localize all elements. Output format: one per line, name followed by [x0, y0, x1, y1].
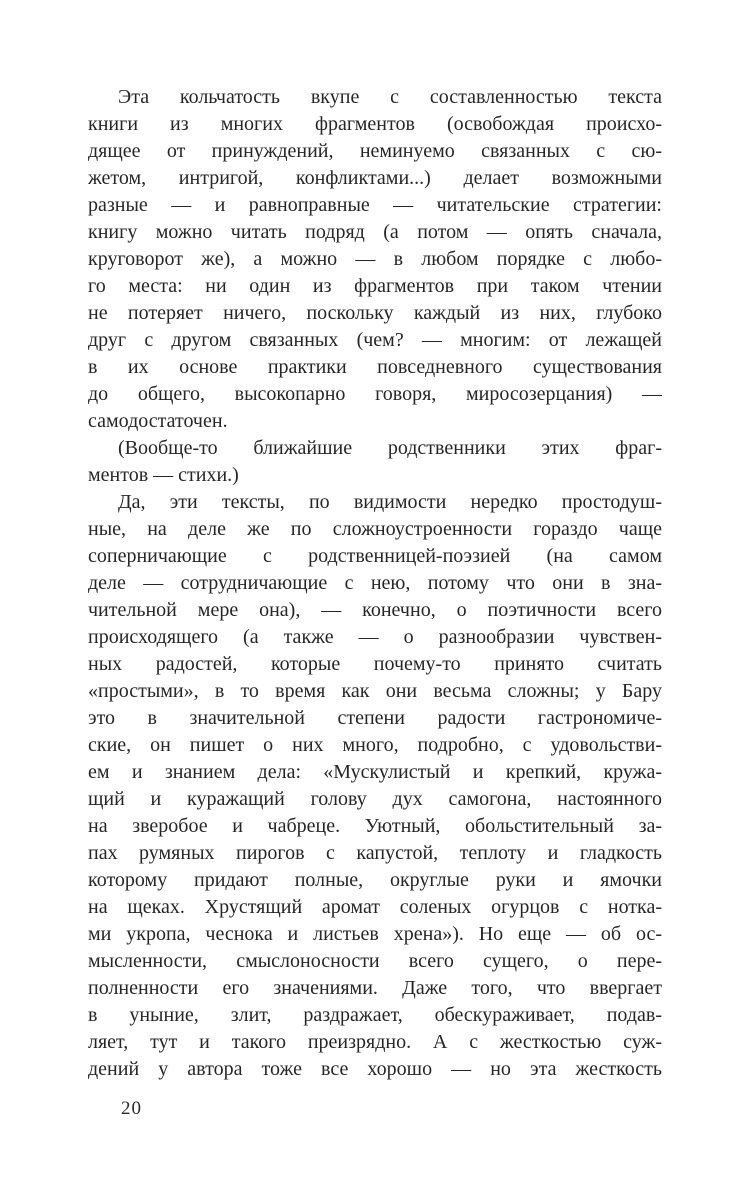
- text-line: ные, на деле же по сложноустроенности гораздо чаще: [88, 518, 662, 540]
- text-line: деле — сотрудничающие с нею, потому что они в зна-: [88, 572, 662, 594]
- paragraph: [88, 489, 662, 1083]
- text-line: ми укропа, чеснока и листьев хрена»). Но еще — об ос-: [88, 923, 662, 945]
- text-line: дящее от принуждений, неминуемо связанных с сю-: [88, 140, 662, 162]
- text-line: щий и куражащий голову дух самогона, настоянного: [88, 788, 662, 810]
- text-line: ных радостей, которые почему-то принято считать: [88, 653, 662, 675]
- text-line: круговорот же), а можно — в любом порядке с любо-: [88, 248, 662, 270]
- text-line: полненности его значениями. Даже того, что ввергает: [88, 977, 662, 999]
- text-line: на зверобое и чабреце. Уютный, обольстительный за-: [88, 815, 662, 837]
- text-line: до общего, высокопарно говоря, миросозерцания) —: [88, 383, 662, 405]
- text-line: Эта кольчатость вкупе с составленностью текста: [118, 86, 662, 108]
- text-line: Да, эти тексты, по видимости нередко простодуш-: [118, 491, 662, 513]
- text-line: го места: ни один из фрагментов при таком чтении: [88, 275, 662, 297]
- text-line: «простыми», в то время как они весьма сложны; у Бару: [88, 680, 662, 702]
- text-line: соперничающие с родственницей-поэзией (на самом: [88, 545, 662, 567]
- page-text: [88, 84, 662, 1083]
- text-line: ментов — стихи.): [88, 464, 239, 486]
- text-line: на щеках. Хрустящий аромат соленых огурцов с нотка-: [88, 896, 662, 918]
- text-line: друг с другом связанных (чем? — многим: от лежащей: [88, 329, 662, 351]
- page-number: 20: [121, 1098, 142, 1119]
- text-line: чительной мере она), — конечно, о поэтичности всего: [88, 599, 662, 621]
- text-line: самодостаточен.: [88, 410, 228, 432]
- text-line: в уныние, злит, раздражает, обескураживает, подав-: [88, 1004, 662, 1026]
- text-line: ляет, тут и такого преизрядно. А с жесткостью суж-: [88, 1031, 662, 1053]
- text-line: ем и знанием дела: «Мускулистый и крепкий, кружа-: [88, 761, 662, 783]
- text-line: ские, он пишет о них много, подробно, с удовольстви-: [88, 734, 662, 756]
- text-line: пах румяных пирогов с капустой, теплоту и гладкость: [88, 842, 662, 864]
- text-line: разные — и равноправные — читательские стратегии:: [88, 194, 662, 216]
- paragraph: [88, 84, 662, 435]
- text-line: это в значительной степени радости гастрономиче-: [88, 707, 662, 729]
- paragraph: [88, 435, 662, 489]
- text-line: книгу можно читать подряд (а потом — опять сначала,: [88, 221, 662, 243]
- text-line: не потеряет ничего, поскольку каждый из них, глубоко: [88, 302, 662, 324]
- text-line: книги из многих фрагментов (освобождая происхо-: [88, 113, 662, 135]
- text-line: которому придают полные, округлые руки и ямочки: [88, 869, 662, 891]
- text-line: происходящего (а также — о разнообразии чувствен-: [88, 626, 662, 648]
- text-line: (Вообще-то ближайшие родственники этих фраг-: [118, 437, 662, 459]
- text-line: мысленности, смыслоносности всего сущего, о пере-: [88, 950, 662, 972]
- text-line: жетом, интригой, конфликтами...) делает возможными: [88, 167, 662, 189]
- text-line: в их основе практики повседневного существования: [88, 356, 662, 378]
- text-line: дений у автора тоже все хорошо — но эта жесткость: [88, 1058, 662, 1080]
